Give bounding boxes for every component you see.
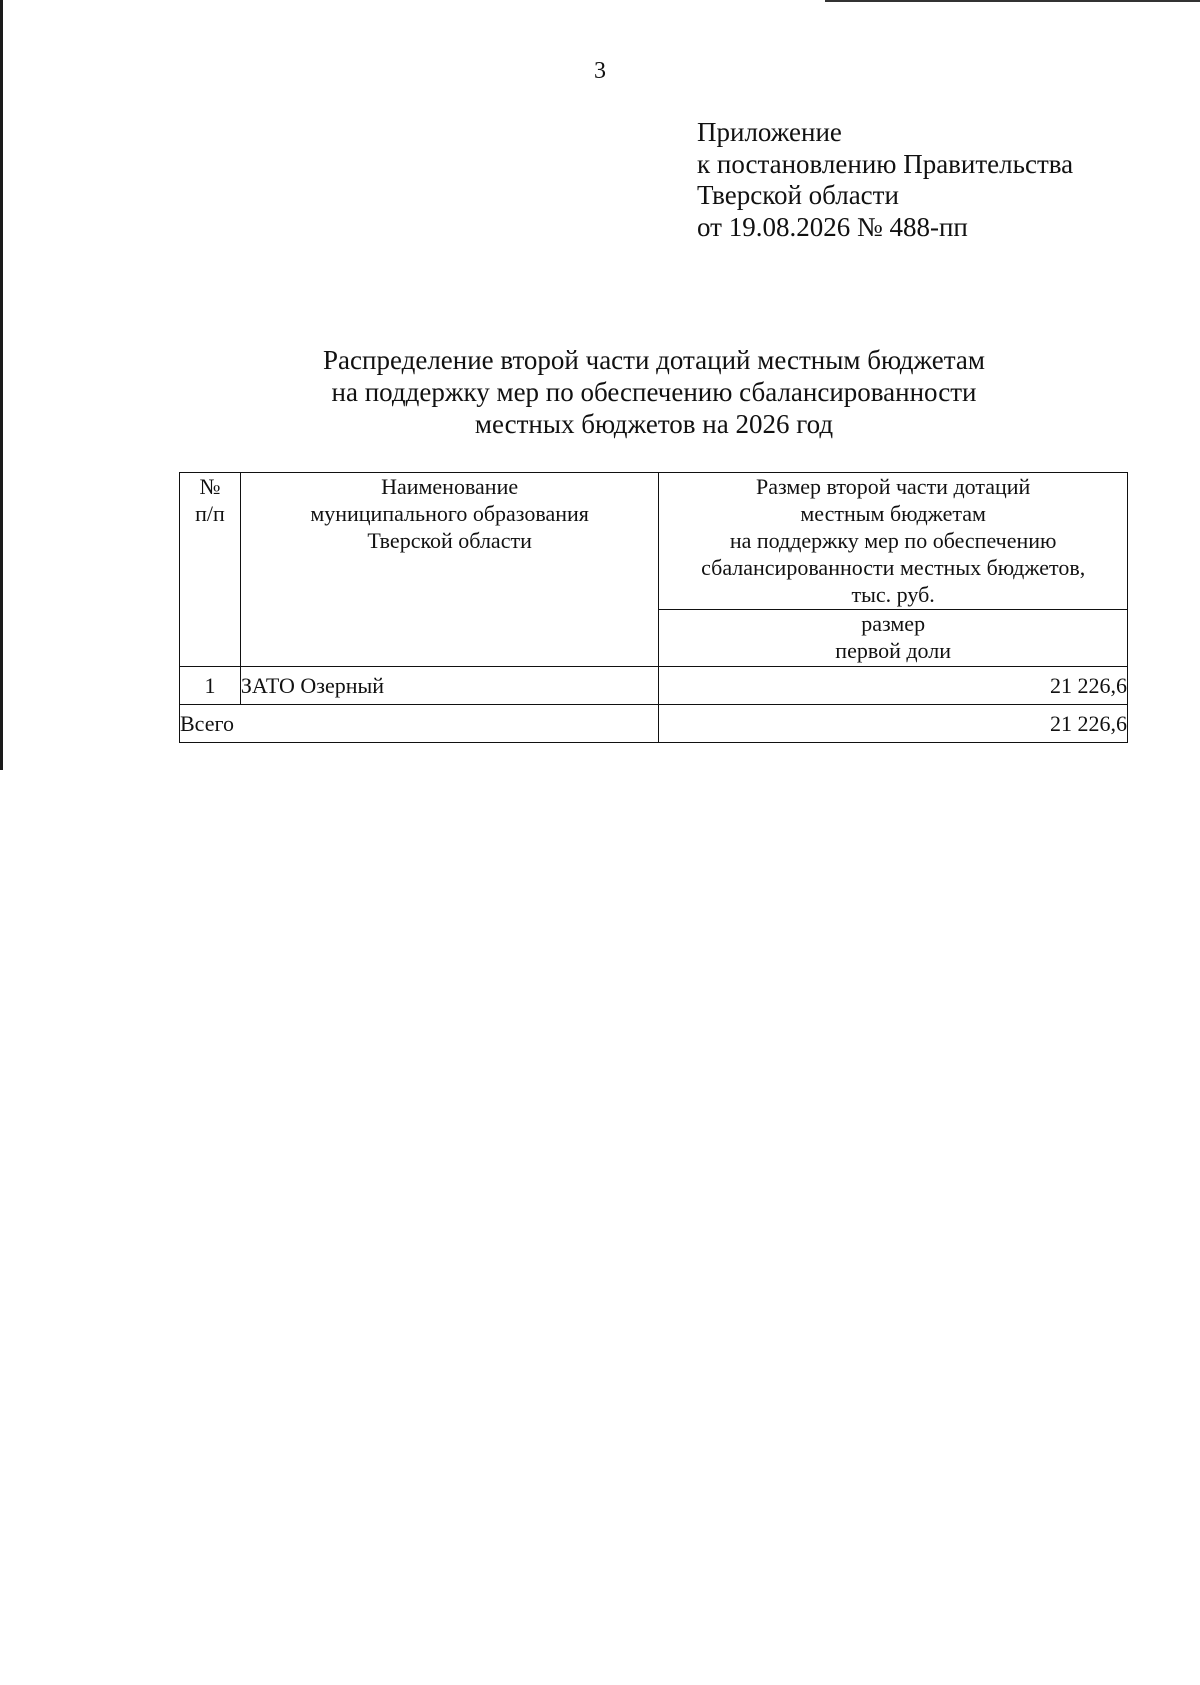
header-grant-amount: Размер второй части дотаций местным бюджетам на поддержку мер по обеспечению сбалансированности местных бюджетов, тыс. руб.: [659, 473, 1128, 610]
appendix-line: Приложение: [697, 117, 842, 147]
header-number: № п/п: [180, 473, 241, 667]
table-row: [180, 667, 1128, 705]
appendix-line: к постановлению Правительства: [697, 148, 1074, 179]
scan-top-edge: [825, 0, 1200, 2]
row-number: 1: [180, 667, 241, 705]
appendix-block: [697, 117, 1073, 243]
title-line: местных бюджетов на 2026 год: [474, 409, 834, 439]
row-municipality: ЗАТО Озерный: [240, 667, 658, 705]
title-line: на поддержку мер по обеспечению сбалансированности: [331, 377, 977, 407]
row-amount: 21 226,6: [659, 667, 1128, 705]
appendix-line: Тверской области: [697, 180, 899, 210]
distribution-table: [179, 472, 1128, 743]
title-line: Распределение второй части дотаций местным бюджетам: [323, 345, 985, 375]
document-title: [180, 344, 1128, 440]
page-number: 3: [594, 58, 606, 84]
header-first-share: размер первой доли: [659, 610, 1128, 667]
total-row: [180, 705, 1128, 743]
appendix-line: от 19.08.2026 № 488-пп: [697, 211, 968, 242]
scan-left-edge: [0, 0, 3, 770]
total-label: Всего: [180, 705, 659, 743]
total-amount: 21 226,6: [659, 705, 1128, 743]
table-header-row: [180, 473, 1128, 610]
header-municipality: Наименование муниципального образования Тверской области: [240, 473, 658, 667]
